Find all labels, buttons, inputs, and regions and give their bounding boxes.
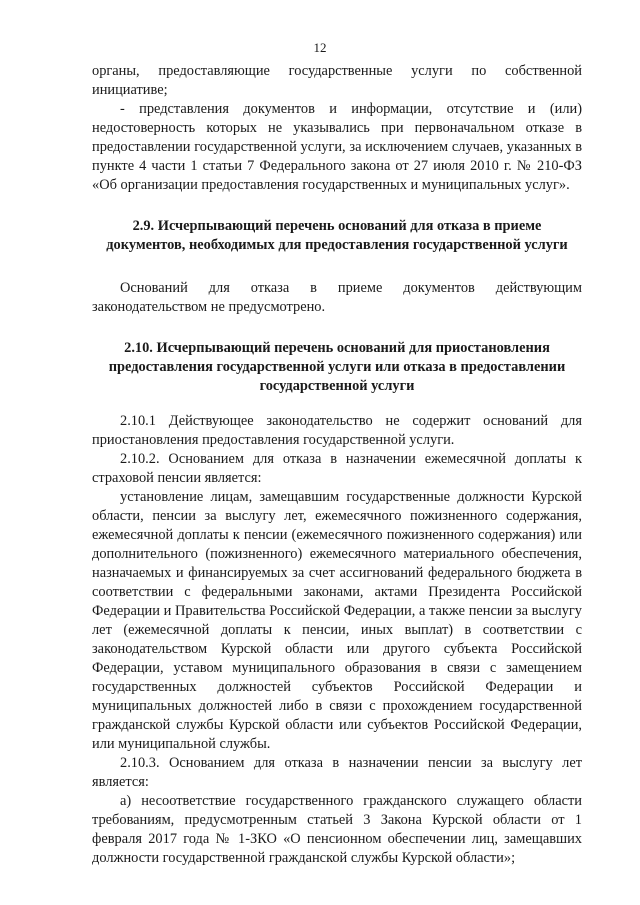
section-heading-2-10: 2.10. Исчерпывающий перечень оснований для приостановления предоставления государственной услуги или отказа в предоставлении государственной услуги [108, 340, 566, 394]
paragraph: а) несоответствие государственного гражданского служащего области требованиям, предусмотренным статьей 3 Закона Курской области от 1 февраля 2017 года № 1-ЗКО «О пенсионном обеспечении лиц, замещавших должности государственной гражданской службы Курской области»; [92, 793, 582, 866]
section-heading-2-9: 2.9. Исчерпывающий перечень оснований для отказа в приеме документов, необходимых для предоставления государственной услуги [106, 218, 568, 253]
document-body [92, 62, 582, 868]
page-number: 12 [313, 40, 327, 55]
paragraph: Оснований для отказа в приеме документов действующим законодательством не предусмотрено. [92, 280, 582, 315]
paragraph: органы, предоставляющие государственные услуги по собственной инициативе; [92, 63, 582, 98]
paragraph: установление лицам, замещавшим государственные должности Курской области, пенсии за выслугу лет, ежемесячного пожизненного содержания, ежемесячной доплаты к пенсии (ежемесячного пожизненного содержания) или дополнительного (пожизненного) ежемесячного материального обеспечения, назначаемых и финансируемых за счет ассигнований федерального бюджета в соответствии с федеральными законами, актами Президента Российской Федерации и Правительства Российской Федерации, а также пенсии за выслугу лет (ежемесячной доплаты к пенсии, иных выплат) в соответствии с законодательством Курской области или другого субъекта Российской Федерации, уставом муниципального образования в связи с замещением государственных должностей субъектов Российской Федерации и муниципальных должностей либо в связи с прохождением государственной гражданской службы Курской области или субъектов Российской Федерации, или муниципальной службы. [92, 489, 582, 752]
paragraph: 2.10.1 Действующее законодательство не содержит оснований для приостановления предоставления государственной услуги. [92, 413, 582, 448]
paragraph: 2.10.3. Основанием для отказа в назначении пенсии за выслугу лет является: [92, 755, 582, 790]
paragraph: 2.10.2. Основанием для отказа в назначении ежемесячной доплаты к страховой пенсии является: [92, 451, 582, 486]
paragraph: - представления документов и информации, отсутствие и (или) недостоверность которых не указывались при первоначальном отказе в предоставлении государственной услуги, за исключением случаев, указанных в пункте 4 части 1 статьи 7 Федерального закона от 27 июля 2010 г. № 210-ФЗ «Об организации предоставления государственных и муниципальных услуг». [92, 101, 582, 193]
